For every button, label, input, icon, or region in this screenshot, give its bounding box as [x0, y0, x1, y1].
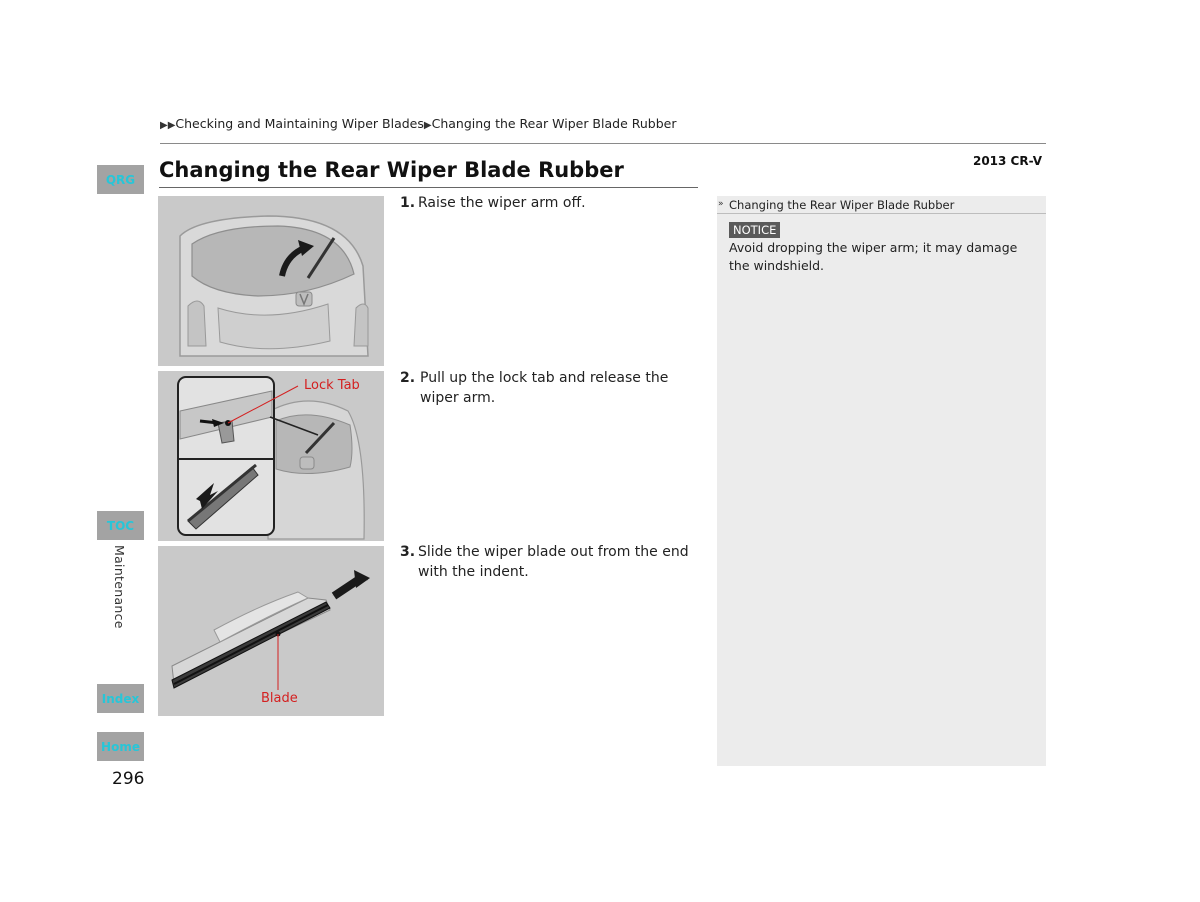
breadcrumb-arrows-icon: ▶▶ [160, 120, 176, 131]
model-label: 2013 CR-V [972, 154, 1042, 168]
qrg-tab[interactable]: QRG [97, 165, 144, 194]
step-text: Pull up the lock tab and release the wiper arm. [420, 370, 669, 406]
page-title: Changing the Rear Wiper Blade Rubber [159, 158, 624, 182]
page-number: 296 [112, 769, 145, 789]
title-divider [159, 187, 698, 188]
figure-raise-wiper-arm [158, 196, 384, 366]
home-tab[interactable]: Home [97, 732, 144, 761]
step-number: 1. [400, 195, 416, 211]
lock-tab-callout: Lock Tab [304, 378, 360, 393]
notice-badge: NOTICE [729, 222, 780, 238]
index-tab[interactable]: Index [97, 684, 144, 713]
breadcrumb [160, 116, 677, 131]
notice-text: Avoid dropping the wiper arm; it may damage the windshield. [729, 240, 1018, 273]
car-rear-illustration [158, 196, 384, 366]
step-2 [400, 369, 700, 408]
step-3 [400, 543, 700, 582]
step-text: Slide the wiper blade out from the end with the indent. [418, 544, 689, 580]
breadcrumb-arrow-icon: ▶ [423, 120, 432, 131]
breadcrumb-section-link[interactable]: Checking and Maintaining Wiper Blades [175, 116, 424, 131]
header-divider [160, 143, 1046, 144]
lock-tab-illustration [158, 371, 384, 541]
notes-panel [717, 196, 1046, 766]
note-arrow-icon: » [718, 199, 721, 209]
step-text: Raise the wiper arm off. [418, 195, 586, 211]
toc-tab[interactable]: TOC [97, 511, 144, 540]
section-label: Maintenance [112, 545, 127, 629]
figure-blade [158, 546, 384, 716]
notes-panel-heading: Changing the Rear Wiper Blade Rubber [729, 198, 955, 212]
figure-lock-tab [158, 371, 384, 541]
step-number: 2. [400, 370, 416, 386]
step-number: 3. [400, 544, 416, 560]
step-1 [400, 194, 700, 214]
breadcrumb-current: Changing the Rear Wiper Blade Rubber [431, 116, 677, 131]
blade-callout: Blade [261, 691, 298, 706]
